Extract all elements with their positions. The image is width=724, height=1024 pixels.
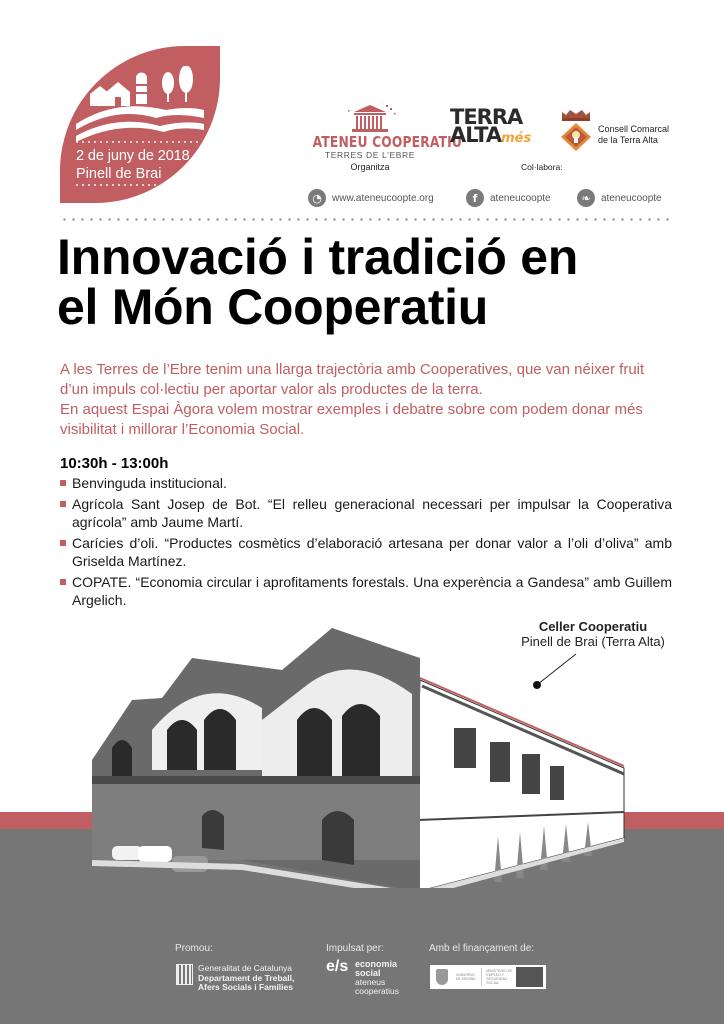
program-item: Benvinguda institucional. bbox=[60, 474, 672, 492]
farm-landscape-icon bbox=[76, 66, 204, 144]
impulsat-label: Impulsat per: bbox=[326, 943, 384, 954]
coat-of-arms-icon bbox=[556, 104, 596, 154]
twitter-icon: ❧ bbox=[577, 189, 595, 207]
terra-alta-line2: ALTAmés bbox=[450, 123, 532, 147]
dotted-divider bbox=[74, 184, 162, 186]
program-item: Agrícola Sant Josep de Bot. “El relleu generacional necessari per impulsar la Cooperativa agrícola” amb Jaume Martí. bbox=[60, 495, 672, 531]
caption-pointer bbox=[530, 652, 580, 692]
temple-icon bbox=[340, 104, 400, 134]
gobierno-espana-logo: GOBIERNO DE ESPAÑA MINISTERIO DE EMPLEO Y SEGURIDAD SOCIAL bbox=[430, 965, 546, 989]
collaborator-role-label: Col·labora: bbox=[521, 162, 563, 172]
facebook-label[interactable]: ateneucoopte bbox=[490, 192, 551, 204]
website-label[interactable]: www.ateneucoopte.org bbox=[332, 192, 434, 204]
program bbox=[60, 455, 672, 612]
event-date: 2 de juny de 2018 bbox=[76, 148, 190, 164]
dotted-divider bbox=[74, 141, 200, 143]
ateneu-logo-sub: TERRES DE L'EBRE bbox=[324, 150, 416, 160]
bullet-icon bbox=[60, 480, 66, 486]
dotted-divider bbox=[60, 218, 670, 221]
venue-caption bbox=[508, 619, 678, 649]
rss-icon: ◔ bbox=[308, 189, 326, 207]
economia-social-mark-icon: e/s bbox=[326, 958, 349, 975]
terra-alta-line1: TERRA bbox=[450, 105, 523, 129]
intro-text bbox=[60, 360, 670, 440]
ateneu-logo-name: ATENEU COOPERATIU bbox=[312, 133, 463, 151]
ateneu-cooperatiu-logo bbox=[300, 104, 463, 172]
program-item: Carícies d’oli. “Productes cosmètics d’elaboració artesana per donar valor a l’oli d’oliva” amb Griselda Martínez. bbox=[60, 534, 672, 570]
venue-location: Pinell de Brai (Terra Alta) bbox=[521, 634, 665, 649]
event-badge bbox=[60, 46, 220, 203]
venue-name: Celler Cooperatiu bbox=[538, 619, 648, 634]
senyera-icon bbox=[176, 964, 193, 985]
financament-label: Amb el finançament de: bbox=[429, 943, 535, 954]
generalitat-logo: Generalitat de Catalunya Departament de Treball, Afers Socials i Famílies bbox=[176, 964, 294, 993]
bullet-icon bbox=[60, 579, 66, 585]
social-website-link[interactable] bbox=[308, 188, 434, 208]
event-place: Pinell de Brai bbox=[76, 166, 162, 182]
social-twitter-link[interactable] bbox=[577, 188, 662, 208]
promou-label: Promou: bbox=[175, 943, 213, 954]
consell-comarcal-logo bbox=[556, 104, 686, 154]
spain-shield-icon bbox=[436, 969, 448, 985]
economia-social-logo: e/s economia social ateneus cooperatius bbox=[326, 958, 399, 996]
program-item: COPATE. “Economia circular i aprofitaments forestals. Una experència a Gandesa” amb Guillem Argelich. bbox=[60, 573, 672, 609]
intro-paragraph-2: En aquest Espai Àgora volem mostrar exemples i debatre sobre com podem donar més visibilitat i millorar l’Economia Social. bbox=[60, 401, 643, 438]
program-time: 10:30h - 13:00h bbox=[60, 455, 169, 472]
terra-alta-mes-logo bbox=[450, 105, 540, 148]
bullet-icon bbox=[60, 540, 66, 546]
facebook-icon: f bbox=[466, 189, 484, 207]
intro-paragraph-1: A les Terres de l’Ebre tenim una llarga trajectòria amb Cooperatives, que van néixer fruit d’un impuls col·lectiu per aportar valor als productes de la terra. bbox=[60, 361, 645, 398]
consell-comarcal-name: Consell Comarcal de la Terra Alta bbox=[598, 124, 670, 145]
organizer-role-label: Organitza bbox=[350, 162, 390, 172]
social-facebook-link[interactable] bbox=[466, 188, 551, 208]
twitter-label[interactable]: ateneucoopte bbox=[601, 192, 662, 204]
bullet-icon bbox=[60, 501, 66, 507]
page-title: Innovació i tradició en el Món Cooperatiu bbox=[57, 229, 578, 335]
program-list bbox=[60, 474, 672, 609]
terra-alta-accent: més bbox=[501, 131, 532, 146]
